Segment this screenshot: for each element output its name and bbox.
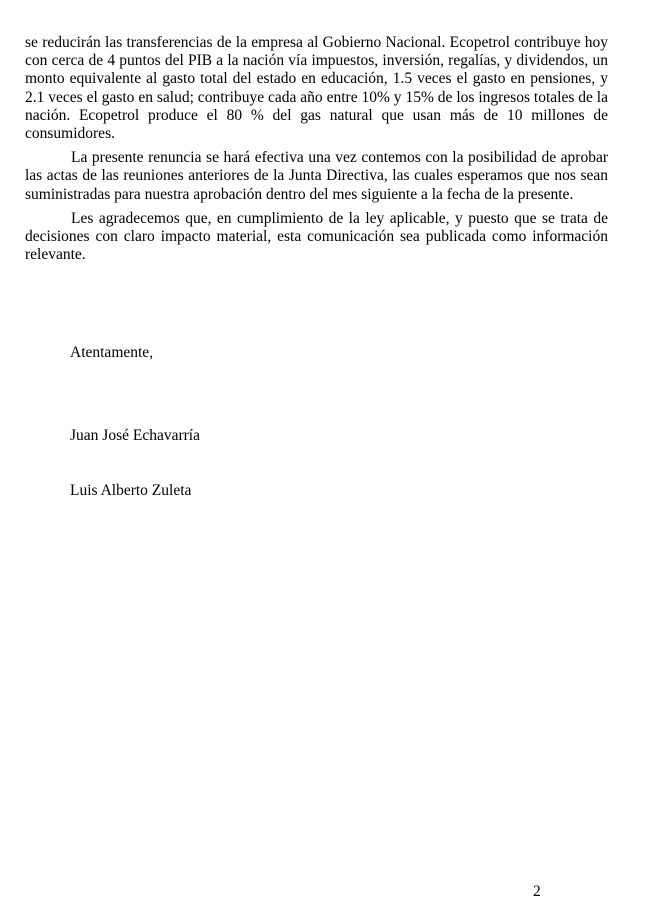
signatory-name: Juan José Echavarría xyxy=(70,427,200,444)
paragraph-publication-request: Les agradecemos que, en cumplimiento de la ley aplicable, y puesto que se trata de decisiones con claro impacto material, esta comunicación sea publicada como información relevante. xyxy=(25,209,608,264)
closing-salutation: Atentamente, xyxy=(70,344,154,361)
letter-body xyxy=(25,34,608,270)
paragraph-continued: se reducirán las transferencias de la empresa al Gobierno Nacional. Ecopetrol contribuye hoy con cerca de 4 puntos del PIB a la nación vía impuestos, inversión, regalías, y dividendos, un monto equivalente al gasto total del estado en educación, 1.5 veces el gasto en pensiones, y 2.1 veces el gasto en salud; contribuye cada año entre 10% y 15% de los ingresos totales de la nación. Ecopetrol produce el 80 % del gas natural que usan más de 10 millones de consumidores. xyxy=(25,34,608,143)
page-number: 2 xyxy=(533,883,541,900)
signatory-name: Luis Alberto Zuleta xyxy=(70,482,192,499)
paragraph-resignation-effective: La presente renuncia se hará efectiva una vez contemos con la posibilidad de aprobar las actas de las reuniones anteriores de la Junta Directiva, las cuales esperamos que nos sean suministradas para nuestra aprobación dentro del mes siguiente a la fecha de la presente. xyxy=(25,149,608,203)
